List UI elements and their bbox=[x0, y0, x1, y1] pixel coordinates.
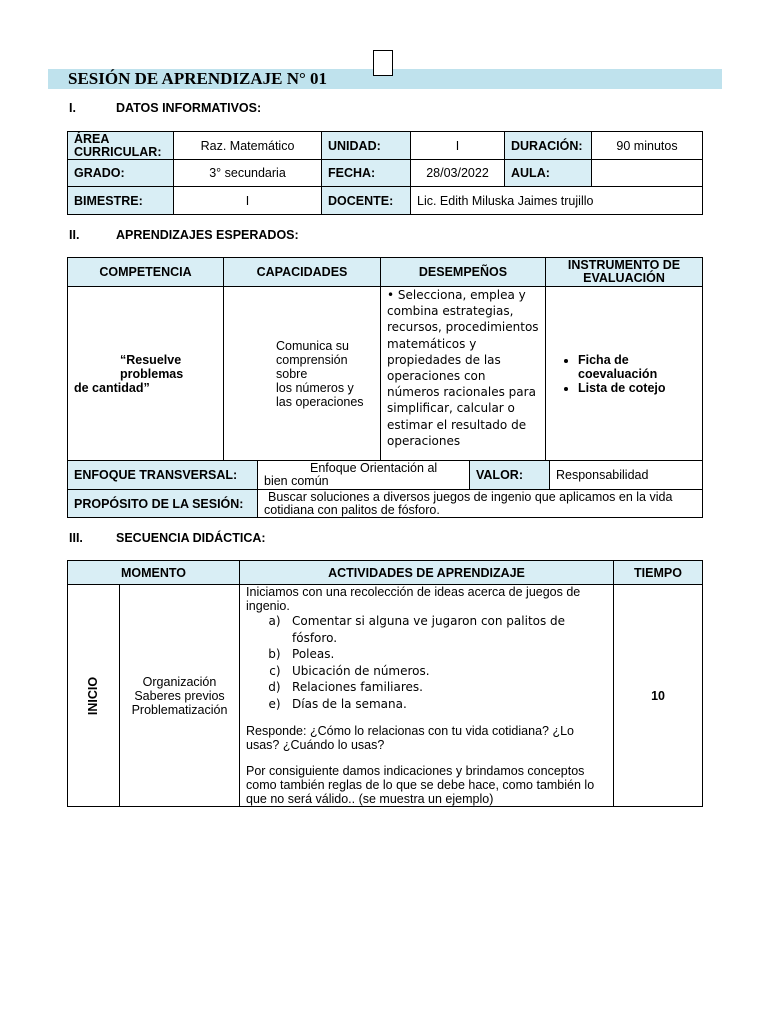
proceso-line: Organización bbox=[142, 674, 217, 689]
area-value: Raz. Matemático bbox=[174, 132, 322, 160]
unidad-label: UNIDAD: bbox=[322, 132, 411, 160]
grado-label: GRADO: bbox=[68, 160, 174, 187]
bimestre-label: BIMESTRE: bbox=[68, 187, 174, 215]
desempeno-cell: • Selecciona, emplea y combina estrategias, recursos, procedimientos matemáticos y propiedades de las operaciones con números racionales para simplificar, calcular o estimar el resultado de operaciones bbox=[381, 287, 546, 461]
capacidad-cell bbox=[224, 287, 381, 461]
valor-label: VALOR: bbox=[470, 461, 550, 490]
competencia-line: “Resuelve bbox=[120, 352, 182, 367]
secuencia-table bbox=[67, 560, 703, 807]
section-title: APRENDIZAJES ESPERADOS: bbox=[116, 228, 299, 242]
checkbox-box bbox=[373, 50, 393, 76]
actividad-item: d. Relaciones familiares. bbox=[292, 679, 607, 696]
enfoque-line: bien común bbox=[264, 474, 329, 488]
capacidad-line: comprensión bbox=[276, 352, 348, 367]
duracion-label: DURACIÓN: bbox=[505, 132, 592, 160]
valor-value: Responsabilidad bbox=[550, 461, 703, 490]
area-label: ÁREA CURRICULAR: bbox=[68, 132, 174, 160]
docente-label: DOCENTE: bbox=[322, 187, 411, 215]
enfoque-line: Enfoque Orientación al bbox=[310, 461, 438, 475]
competencia-line: de cantidad” bbox=[74, 380, 150, 395]
enfoque-label: ENFOQUE TRANSVERSAL: bbox=[68, 461, 258, 490]
instrumento-cell bbox=[546, 287, 703, 461]
proceso-line: Problematización bbox=[131, 702, 228, 717]
instrumento-item: • Lista de cotejo bbox=[578, 381, 696, 395]
actividad-item: b. Poleas. bbox=[292, 646, 607, 663]
section-title: SECUENCIA DIDÁCTICA: bbox=[116, 531, 266, 545]
actividades-intro: Iniciamos con una recolección de ideas acerca de juegos de ingenio. bbox=[246, 585, 581, 613]
instrumento-list bbox=[552, 353, 696, 395]
actividades-list bbox=[260, 613, 607, 712]
proceso-cell bbox=[120, 585, 240, 807]
proceso-line: Saberes previos bbox=[134, 688, 225, 703]
col-capacidades: CAPACIDADES bbox=[224, 258, 381, 287]
col-instrumento: INSTRUMENTO DE EVALUACIÓN bbox=[546, 258, 703, 287]
section-title: DATOS INFORMATIVOS: bbox=[116, 101, 262, 115]
aprendizajes-table bbox=[67, 257, 703, 461]
consiguiente-text: Por consiguiente damos indicaciones y brindamos conceptos como también reglas de lo que se debe hace, como también lo que no será válido.. (se muestra un ejemplo) bbox=[246, 764, 595, 806]
grado-value: 3° secundaria bbox=[174, 160, 322, 187]
responde-text: Responde: ¿Cómo lo relacionas con tu vida cotidiana? ¿Lo usas? ¿Cuándo lo usas? bbox=[246, 724, 574, 752]
col-actividades: ACTIVIDADES DE APRENDIZAJE bbox=[240, 561, 614, 585]
instrumento-item: • Ficha de coevaluación bbox=[578, 353, 696, 381]
fecha-value: 28/03/2022 bbox=[411, 160, 505, 187]
datos-informativos-table bbox=[67, 131, 703, 215]
col-tiempo: TIEMPO bbox=[614, 561, 703, 585]
col-competencia: COMPETENCIA bbox=[68, 258, 224, 287]
capacidad-line: Comunica su bbox=[276, 338, 349, 353]
momento-cell bbox=[68, 585, 120, 807]
competencia-cell bbox=[68, 287, 224, 461]
enfoque-table bbox=[67, 460, 703, 518]
docente-value: Lic. Edith Miluska Jaimes trujillo bbox=[411, 187, 703, 215]
aula-label: AULA: bbox=[505, 160, 592, 187]
fecha-label: FECHA: bbox=[322, 160, 411, 187]
enfoque-value bbox=[258, 461, 470, 490]
capacidad-line: los números y bbox=[276, 380, 354, 395]
page-title: SESIÓN DE APRENDIZAJE N° 01 bbox=[68, 69, 328, 88]
section-number: II. bbox=[69, 228, 80, 242]
momento-label: INICIO bbox=[86, 676, 101, 715]
unidad-value: I bbox=[411, 132, 505, 160]
duracion-value: 90 minutos bbox=[592, 132, 703, 160]
actividad-item: e. Días de la semana. bbox=[292, 696, 607, 713]
tiempo-value: 10 bbox=[614, 585, 703, 807]
bimestre-value: I bbox=[174, 187, 322, 215]
actividad-item: a. Comentar si alguna ve jugaron con palitos de fósforo. bbox=[292, 613, 607, 646]
aula-value bbox=[592, 160, 703, 187]
competencia-line: problemas bbox=[120, 366, 184, 381]
actividad-item: c. Ubicación de números. bbox=[292, 663, 607, 680]
capacidad-line: las operaciones bbox=[276, 394, 364, 409]
section-number: III. bbox=[69, 531, 83, 545]
col-desempenos: DESEMPEÑOS bbox=[381, 258, 546, 287]
proposito-value: Buscar soluciones a diversos juegos de ingenio que aplicamos en la vida cotidiana con palitos de fósforo. bbox=[258, 490, 703, 518]
section-number: I. bbox=[69, 101, 76, 115]
capacidad-line: sobre bbox=[276, 366, 308, 381]
actividades-cell bbox=[240, 585, 614, 807]
proposito-label: PROPÓSITO DE LA SESIÓN: bbox=[68, 490, 258, 518]
col-momento: MOMENTO bbox=[68, 561, 240, 585]
